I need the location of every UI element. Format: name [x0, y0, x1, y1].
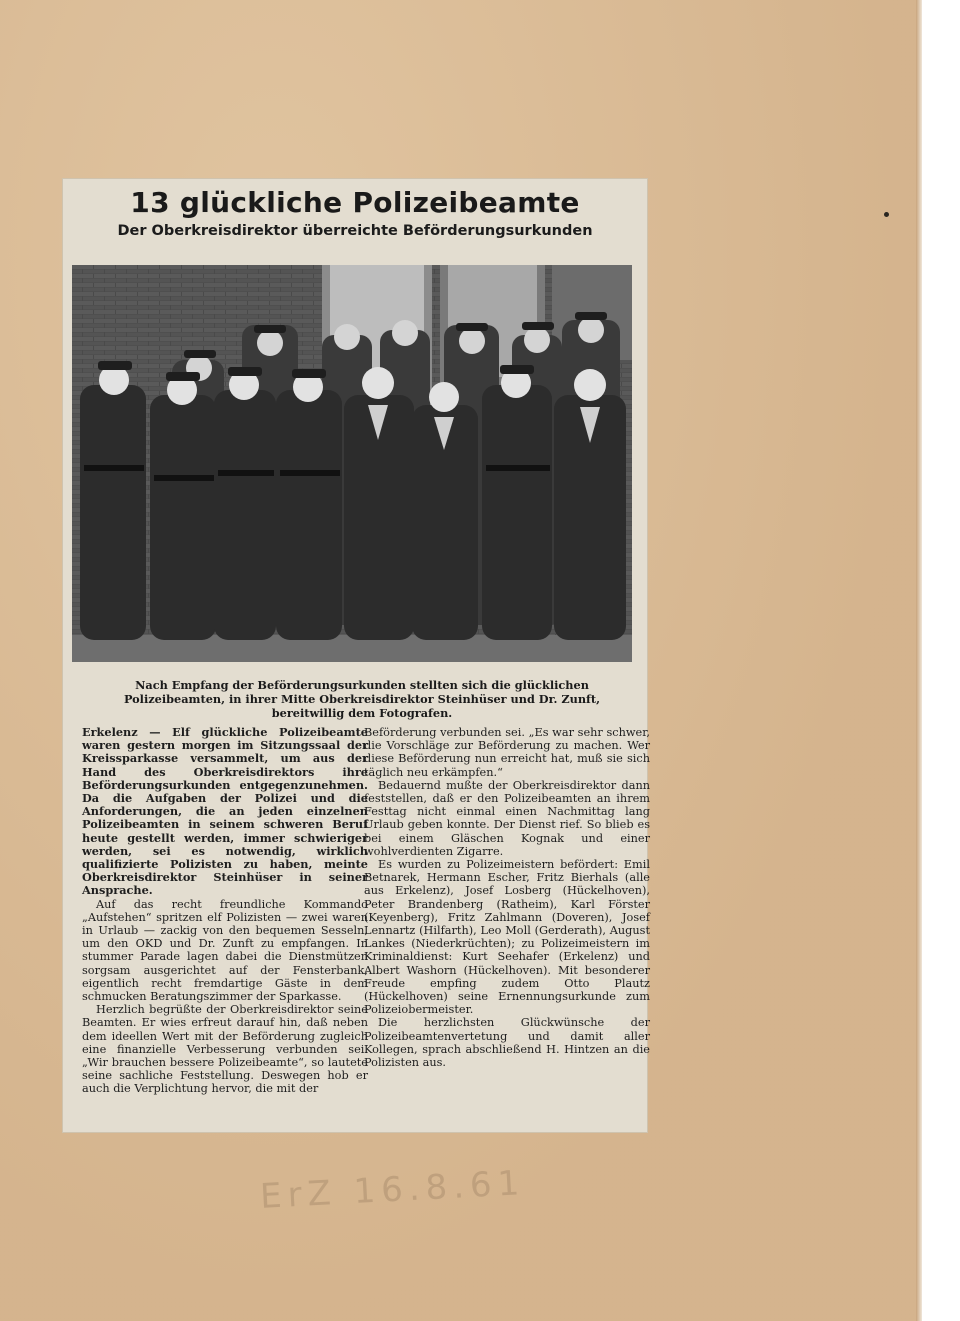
group-photo: [72, 265, 632, 662]
article-column-left: [82, 726, 368, 1096]
handwritten-date-note: ErZ 16.8.61: [259, 1163, 527, 1217]
article-subheadline: Der Oberkreisdirektor überreichte Beförderungsurkunden: [117, 223, 593, 239]
newspaper-clipping: [62, 178, 648, 1133]
article-lead-paragraph: Erkelenz — Elf glückliche Polizeibeamte waren gestern morgen im Sitzungssaal der Kreissparkasse versammelt, um aus der Hand des Oberkreisdirektors ihre Beförderungsurkunden entgegenzunehmen. Da die Aufgaben der Polizei und die Anforderungen, die an jeden einzelnen Polizeibeamten in seinem schweren Beruf heute gestellt werden, immer schwieriger werden, sei es notwendig, wirklich qualifizierte Polizisten zu haben, meinte Oberkreisdirektor Steinhüser in seiner Ansprache.: [82, 725, 368, 898]
article-paragraph: Herzlich begrüßte der Oberkreisdirektor seine Beamten. Er wies erfreut darauf hin, daß neben dem ideellen Wert mit der Beförderung zugleich eine finanzielle Verbesserung verbunden sei. „Wir brauchen bessere Polizeibeamte“, so lautete seine sachliche Feststellung. Deswegen hob er auch die Verplichtung hervor, die mit der: [82, 1003, 368, 1096]
paper-mark: [884, 212, 889, 217]
article-paragraph: Die herzlichsten Glückwünsche der Polizeibeamtenvertetung und damit aller Kollegen, sprach abschließend H. Hintzen an die Polizisten aus.: [364, 1016, 650, 1070]
article-paragraph: Auf das recht freundliche Kommando „Aufstehen“ spritzen elf Polizisten — zwei waren in Urlaub — zackig von den bequemen Sesseln, um den OKD und Dr. Zunft zu empfangen. In stummer Parade lagen dabei die Dienstmützen sorgsam ausgerichtet auf der Fensterbank, eigentlich recht fremdartige Gäste in dem schmucken Beratungszimmer der Sparkasse.: [82, 897, 368, 1004]
article-headline: 13 glückliche Polizeibeamte: [130, 186, 580, 219]
article-paragraph: Es wurden zu Polizeimeistern befördert: Emil Betnarek, Hermann Escher, Fritz Bierhals (alle aus Erkelenz), Josef Losberg (Hückelhoven), Peter Brandenberg (Ratheim), Karl Förster (Keyenberg), Fritz Zahlmann (Doveren), Josef Lennartz (Hilfarth), Leo Moll (Gerderath), August Lankes (Niederkrüchten); zu Polizeimeistern im Kriminaldienst: Kurt Seehafer (Erkelenz) und Albert Washorn (Hückelhoven). Mit besonderer Freude empfing zudem Otto Plautz (Hückelhoven) seine Ernennungsurkunde zum Polizeiobermeister.: [364, 858, 650, 1017]
article-paragraph: Bedauernd mußte der Oberkreisdirektor dann feststellen, daß er den Polizeibeamten an ihrem Festtag nicht einmal einen Nachmittag lang Urlaub geben konnte. Der Dienst rief. So blieb es bei einem Gläschen Kognak und einer wohlverdienten Zigarre.: [364, 778, 650, 858]
photo-caption: Nach Empfang der Beförderungsurkunden stellten sich die glücklichen Polizeibeamten, in ihrer Mitte Oberkreisdirektor Steinhüser und Dr. Zunft, bereitwillig dem Fotografen.: [123, 678, 601, 720]
page-edge: [916, 0, 922, 1321]
article-paragraph: Beförderung verbunden sei. „Es war sehr schwer, die Vorschläge zur Beförderung zu machen. Wer diese Beförderung nun erreicht hat, muß sie sich täglich neu erkämpfen.“: [364, 726, 650, 779]
article-column-right: [364, 726, 650, 1069]
group-photo-image: [72, 265, 632, 662]
